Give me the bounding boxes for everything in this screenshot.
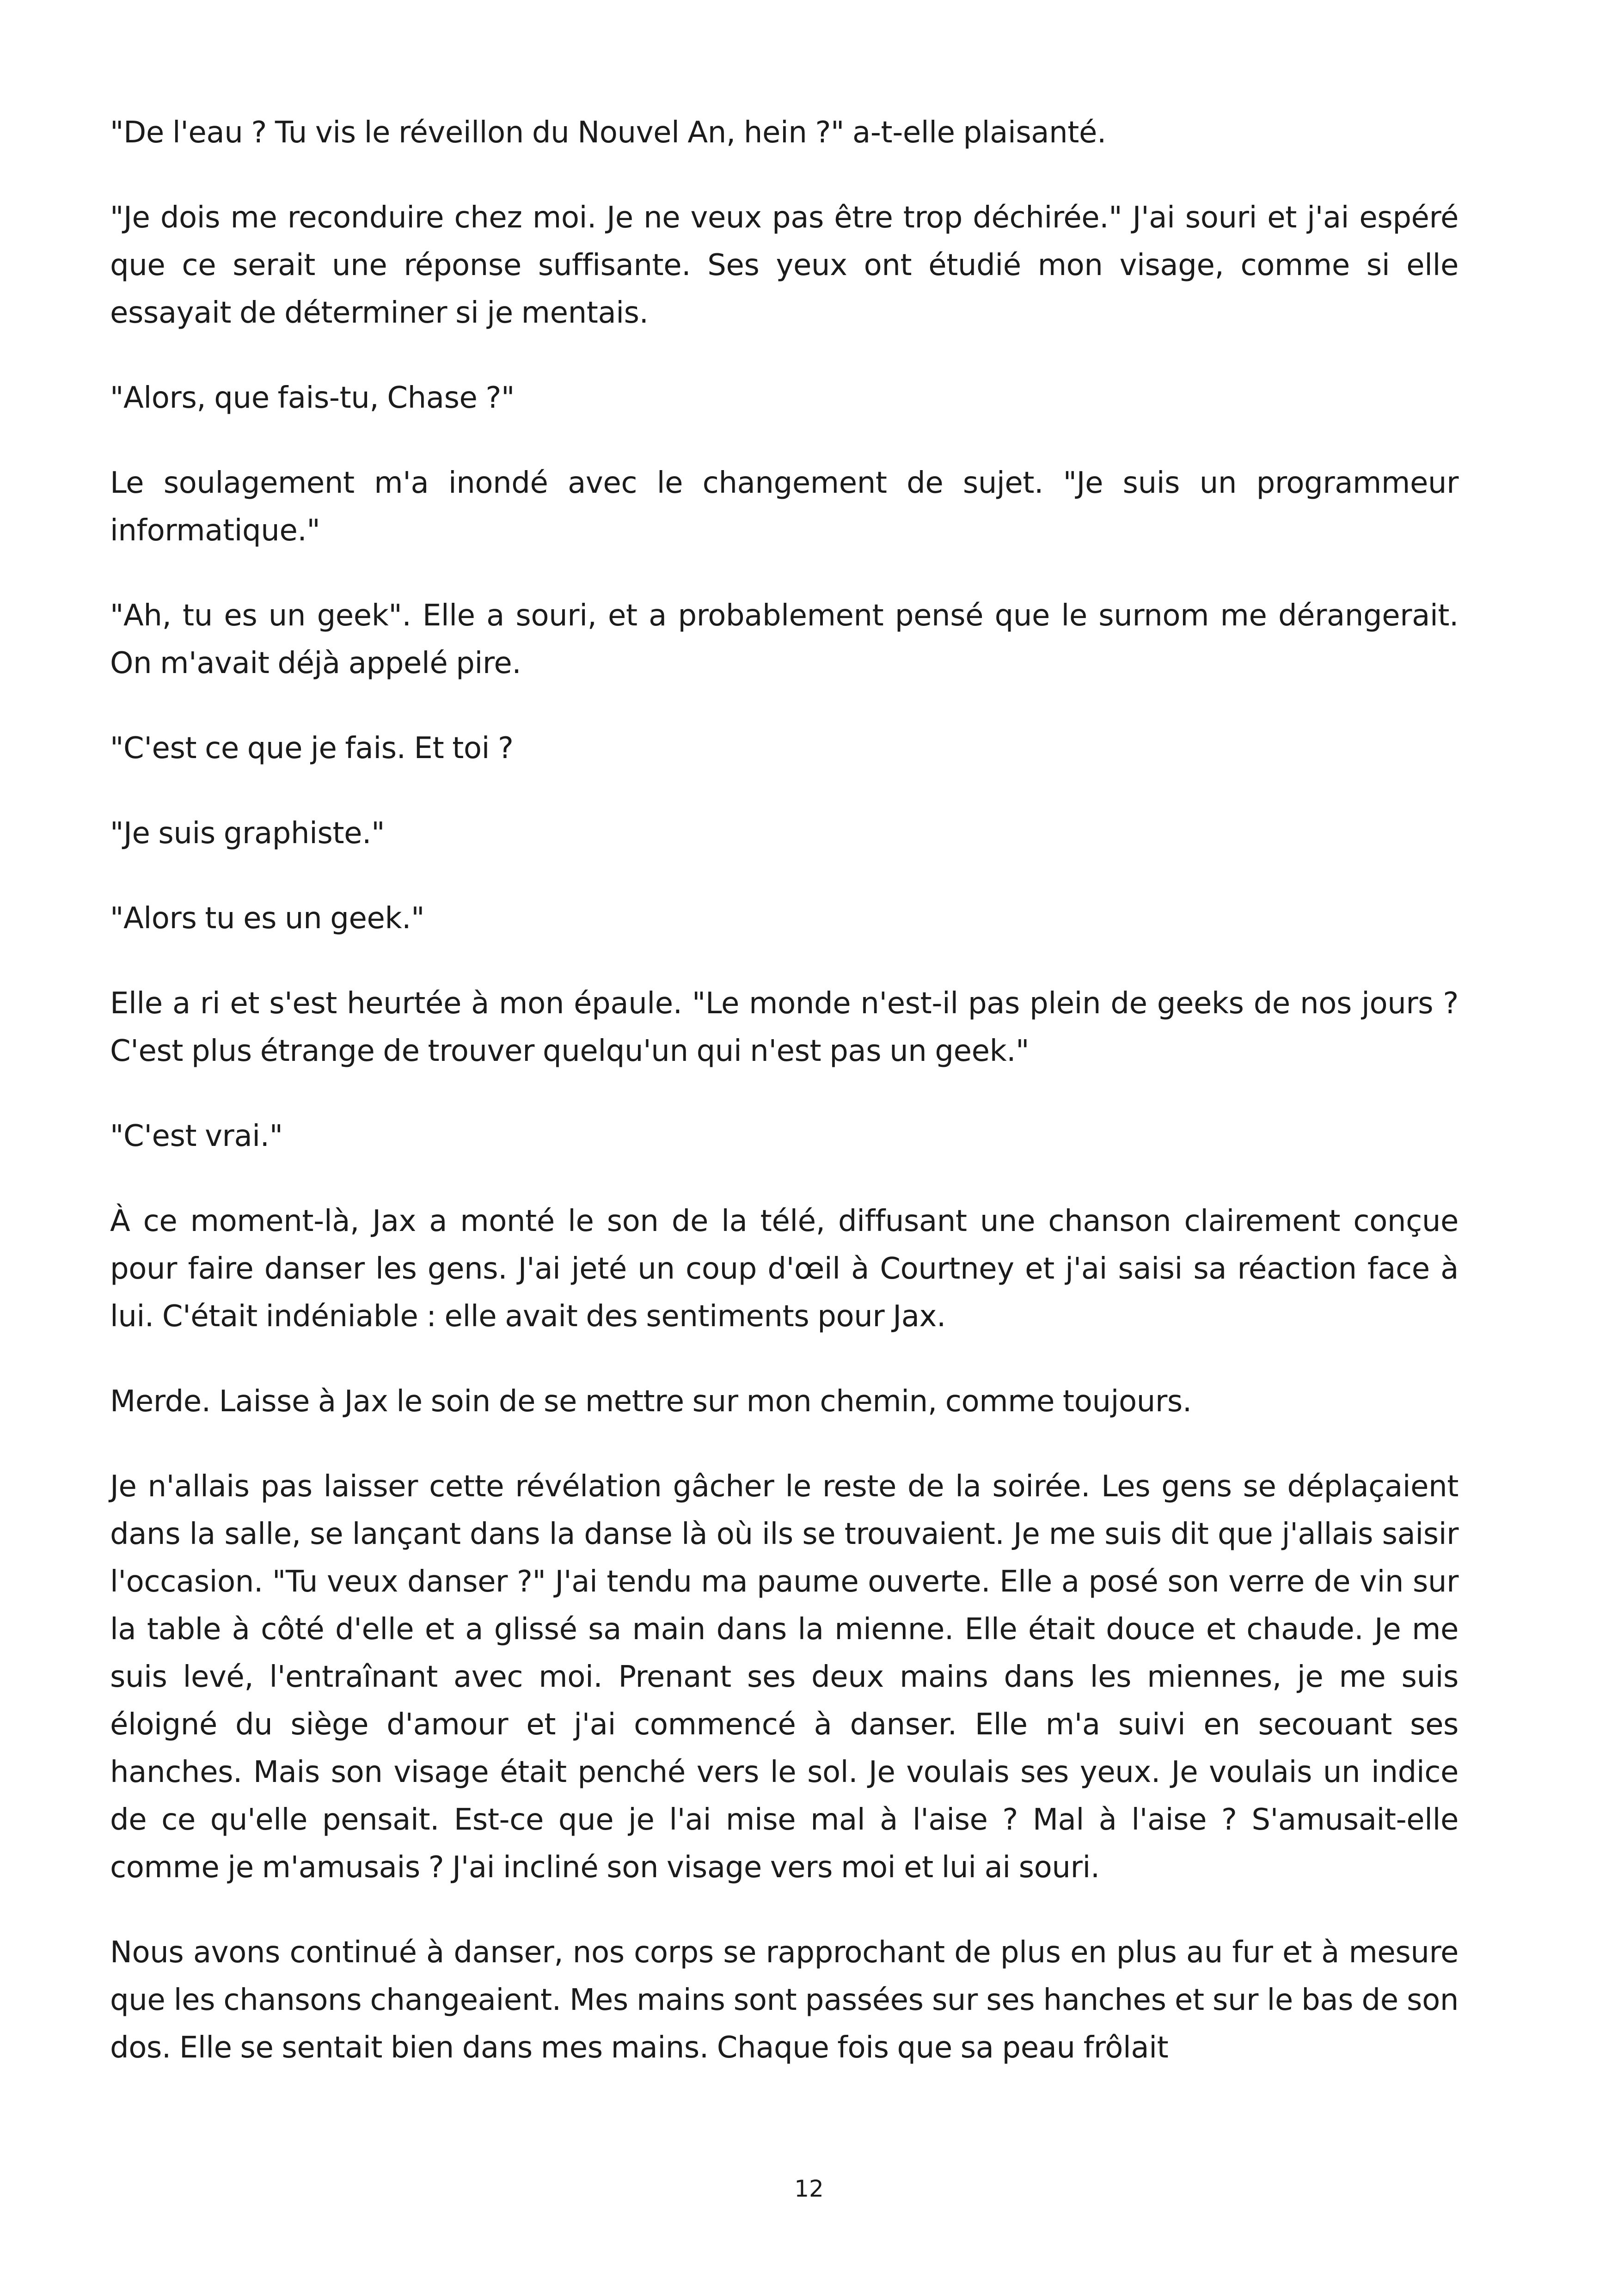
paragraph: "Alors tu es un geek.": [110, 901, 425, 936]
paragraph: "Je dois me reconduire chez moi. Je ne veux pas être trop déchirée." J'ai souri et j'ai espéré que ce serait une réponse suffisante. Ses yeux ont étudié mon visage, comme si elle essayait de déterminer si je mentais.: [110, 201, 1459, 330]
paragraph: "C'est vrai.": [110, 1119, 283, 1153]
paragraph: "C'est ce que je fais. Et toi ?: [110, 731, 514, 765]
paragraph: Elle a ri et s'est heurtée à mon épaule. "Le monde n'est-il pas plein de geeks de nos jours ? C'est plus étrange de trouver quelqu'un qui n'est pas un geek.": [110, 986, 1459, 1068]
paragraph: Nous avons continué à danser, nos corps se rapprochant de plus en plus au fur et à mesure que les chansons changeaient. Mes mains sont passées sur ses hanches et sur le bas de son dos. Elle se sentait bien dans mes mains. Chaque fois que sa peau frôlait: [110, 1935, 1459, 2065]
paragraph: "Alors, que fais-tu, Chase ?": [110, 381, 515, 415]
paragraph: À ce moment-là, Jax a monté le son de la télé, diffusant une chanson clairement conçue pour faire danser les gens. J'ai jeté un coup d'œil à Courtney et j'ai saisi sa réaction face à lui. C'était indéniable : elle avait des sentiments pour Jax.: [110, 1204, 1459, 1334]
paragraph: Je n'allais pas laisser cette révélation gâcher le reste de la soirée. Les gens se déplaçaient dans la salle, se lançant dans la danse là où ils se trouvaient. Je me suis dit que j'allais saisir l'occasion. "Tu veux danser ?" J'ai tendu ma paume ouverte. Elle a posé son verre de vin sur la table à côté d'elle et a glissé sa main dans la mienne. Elle était douce et chaude. Je me suis levé, l'entraînant avec moi. Prenant ses deux mains dans les miennes, je me suis éloigné du siège d'amour et j'ai commencé à danser. Elle m'a suivi en secouant ses hanches. Mais son visage était penché vers le sol. Je voulais ses yeux. Je voulais un indice de ce qu'elle pensait. Est-ce que je l'ai mise mal à l'aise ? Mal à l'aise ? S'amusait-elle comme je m'amusais ? J'ai incliné son visage vers moi et lui ai souri.: [110, 1469, 1459, 1885]
paragraph: Merde. Laisse à Jax le soin de se mettre sur mon chemin, comme toujours.: [110, 1384, 1192, 1419]
paragraph: "Ah, tu es un geek". Elle a souri, et a probablement pensé que le surnom me dérangerait. On m'avait déjà appelé pire.: [110, 599, 1459, 680]
page-number: 12: [794, 2175, 824, 2202]
paragraph: "Je suis graphiste.": [110, 816, 385, 851]
paragraph: "De l'eau ? Tu vis le réveillon du Nouvel An, hein ?" a-t-elle plaisanté.: [110, 116, 1106, 150]
paragraph: Le soulagement m'a inondé avec le changement de sujet. "Je suis un programmeur informatique.": [110, 466, 1459, 548]
body-text: [110, 109, 1459, 2109]
